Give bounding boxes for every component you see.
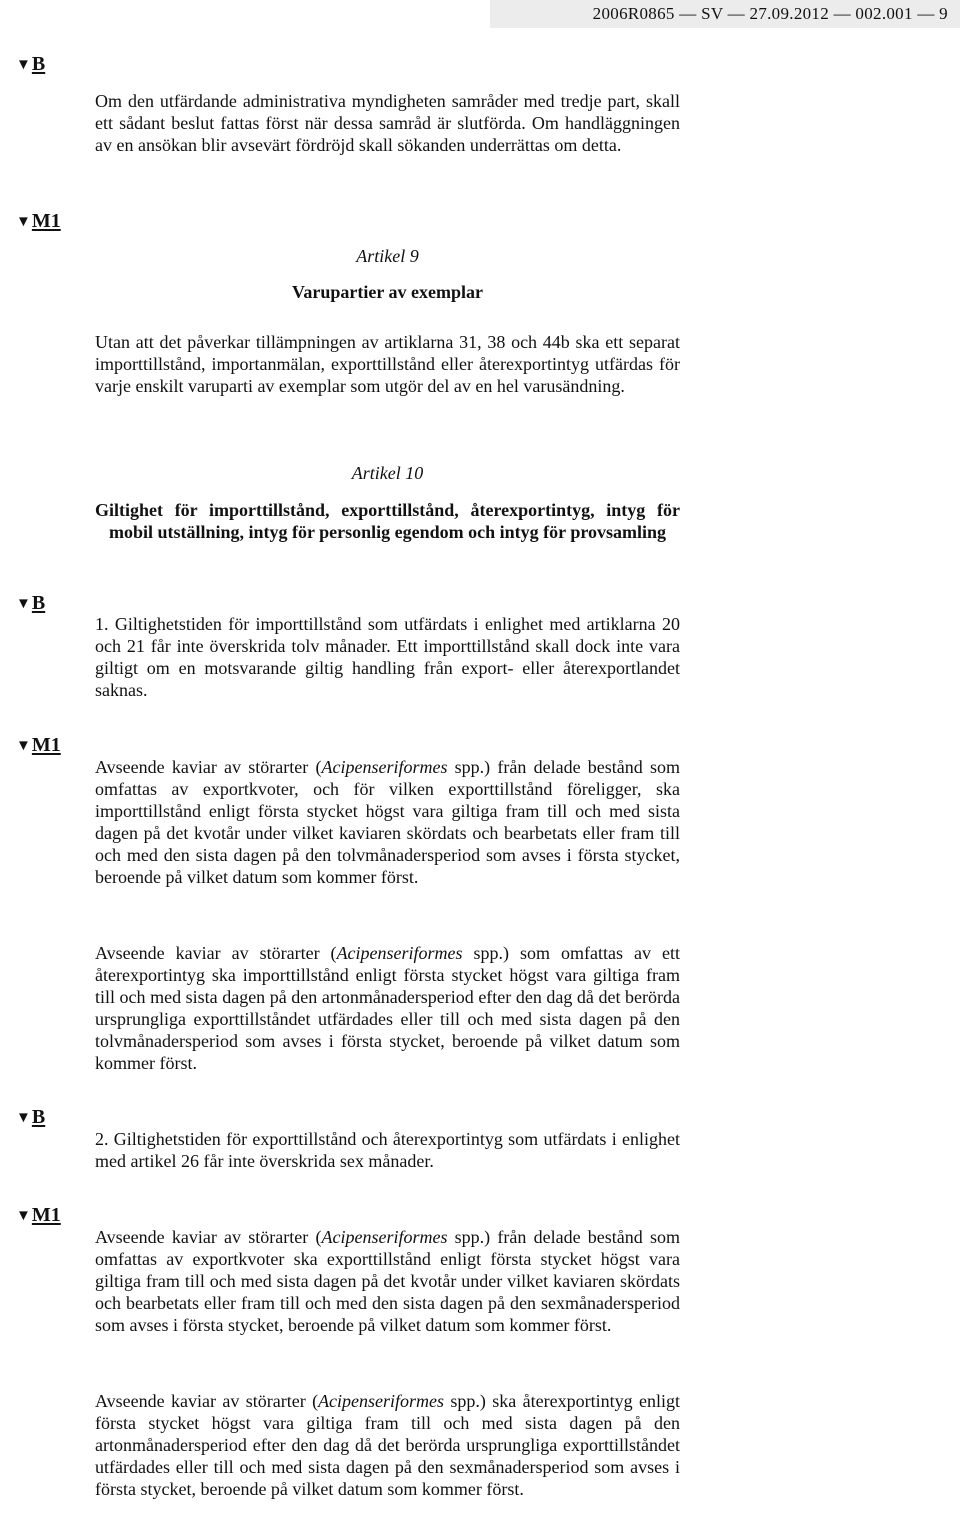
amendment-marker-b [16,53,45,76]
triangle-down-icon: ▼ [16,1208,31,1224]
marker-code: M1 [31,1204,61,1226]
article-9-number: Artikel 9 [356,246,419,266]
running-header: 2006R0865 — SV — 27.09.2012 — 002.001 — 9 [490,0,960,28]
triangle-down-icon: ▼ [16,1110,31,1126]
amendment-marker-m1 [16,734,61,757]
marker-code: M1 [31,734,61,756]
amendment-marker-m1 [16,1204,61,1227]
article-10-paragraph-1-caviar-a: Avseende kaviar av störarter (Acipenseriformes spp.) från delade bestånd som omfattas av exportkvoter, och för vilken exporttillstånd föreligger, ska importtillstånd enligt första stycket högst vara giltiga fram till och med sista dagen på det kvotår under vilket kaviaren skördats och bearbetats eller fram till och med den sista dagen på den tolvmånadersperiod som avses i första stycket, beroende på vilket datum som kommer först. [95,757,681,887]
amendment-marker-b [16,1106,45,1129]
article-10-title: Giltighet för importtillstånd, exporttillstånd, återexportintyg, intyg för mobil utställning, intyg för personlig egendom och intyg för provsamling [95,500,680,542]
intro-paragraph: Om den utfärdande administrativa myndigheten samråder med tredje part, skall ett sådant beslut fattas först när dessa samråd är slutförda. Om handläggningen av en ansökan blir avsevärt fördröjd skall sökanden underrättas om detta. [95,91,680,155]
article-9-body: Utan att det påverkar tillämpningen av artiklarna 31, 38 och 44b ska ett separat importtillstånd, importanmälan, exporttillstånd eller återexportintyg utfärdas för varje enskilt varuparti av exemplar som utgör del av en hel varusändning. [95,332,680,396]
marker-code: M1 [31,210,61,232]
article-10-paragraph-1-caviar-b: Avseende kaviar av störarter (Acipenseriformes spp.) som omfattas av ett återexportintyg ska importtillstånd enligt första stycket högst vara giltiga fram till och med sista dagen på den artonmånadersperiod efter den dag då det berörda ursprungliga exporttillståndet utfärdades eller till och med sista dagen på den tolvmånadersperiod som avses i första stycket, beroende på vilket datum som kommer först. [95,943,681,1073]
article-9-title: Varupartier av exemplar [292,282,483,302]
marker-code: B [31,592,46,614]
article-10-paragraph-2-caviar-a: Avseende kaviar av störarter (Acipenseriformes spp.) från delade bestånd som omfattas av exportkvoter ska exporttillstånd enligt första stycket högst vara giltiga fram till och med sista dagen på det kvotår under vilket kaviaren skördats och bearbetats eller fram till och med den sista dagen på den sexmånadersperiod som avses i första stycket, beroende på vilket datum som kommer först. [95,1227,681,1335]
triangle-down-icon: ▼ [16,57,31,73]
article-10-paragraph-1: 1. Giltighetstiden för importtillstånd som utfärdats i enlighet med artiklarna 20 och 21 får inte överskrida tolv månader. Ett importtillstånd skall dock inte vara giltigt om en motsvarande giltig handling från export- eller återexportlandet saknas. [95,614,680,700]
amendment-marker-m1 [16,210,61,233]
triangle-down-icon: ▼ [16,596,31,612]
article-10-paragraph-2-caviar-b: Avseende kaviar av störarter (Acipenseriformes spp.) ska återexportintyg enligt första stycket högst vara giltiga fram till och med sista dagen på den artonmånadersperiod efter den dag då det berörda ursprungliga exporttillståndet utfärdades eller till och med sista dagen på den sexmånadersperiod som avses i första stycket, beroende på vilket datum som kommer först. [95,1391,680,1499]
triangle-down-icon: ▼ [16,738,31,754]
marker-code: B [31,1106,46,1128]
article-10-paragraph-2: 2. Giltighetstiden för exporttillstånd och återexportintyg som utfärdats i enlighet med artikel 26 får inte överskrida sex månader. [95,1129,680,1171]
marker-code: B [31,53,46,75]
amendment-marker-b [16,592,45,615]
triangle-down-icon: ▼ [16,214,31,230]
article-10-number: Artikel 10 [351,463,424,483]
